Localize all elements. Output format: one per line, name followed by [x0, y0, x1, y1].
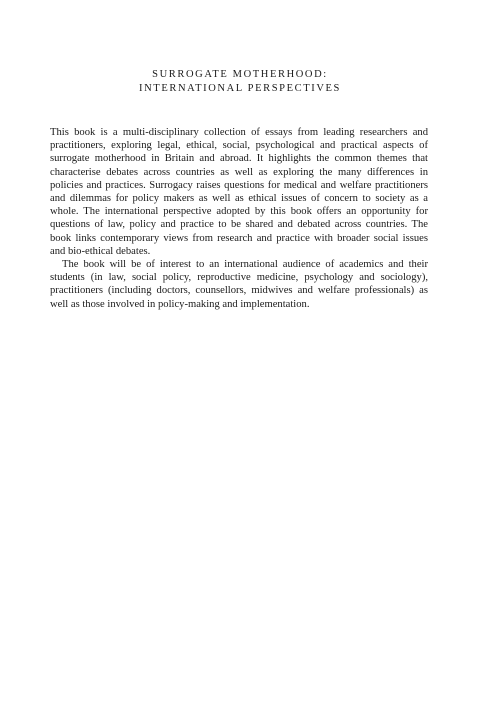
book-description: [50, 126, 428, 311]
description-paragraph-1: This book is a multi-disciplinary collection of essays from leading researchers and practitioners, exploring legal, ethical, social, psychological and practical aspects of surrogate motherhood in Britain and abroad. It highlights the common themes that characterise debates across countries as well as exploring the many differences in policies and practices. Surrogacy raises questions for medical and welfare practitioners and dilemmas for policy makers as well as ethical issues of concern to society as a whole. The international perspective adopted by this book offers an opportunity for questions of law, policy and practice to be shared and debated across countries. The book links contemporary views from research and practice with broader social issues and bio-ethical debates.: [50, 127, 428, 257]
description-paragraph-2: The book will be of interest to an international audience of academics and their students (in law, social policy, reproductive medicine, psychology and sociology), practitioners (including doctors, counsellors, midwives and welfare professionals) as well as those involved in policy-making and implementation.: [50, 259, 428, 310]
title-line-1: SURROGATE MOTHERHOOD:: [152, 69, 328, 80]
title-line-2: INTERNATIONAL PERSPECTIVES: [139, 83, 341, 94]
book-title: [0, 68, 480, 96]
